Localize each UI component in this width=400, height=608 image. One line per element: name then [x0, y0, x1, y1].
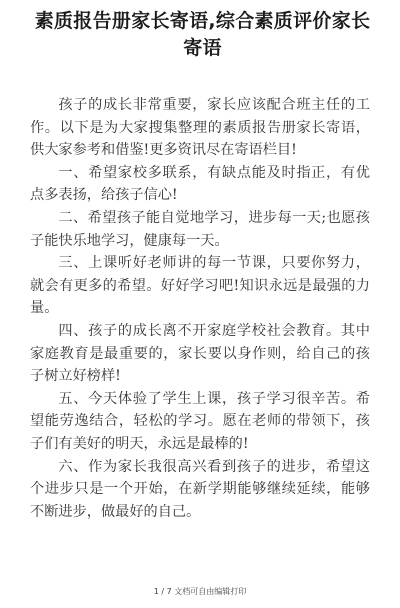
paragraph-1: 一、希望家校多联系，有缺点能及时指正，有优点多表扬，给孩子信心!: [30, 164, 370, 204]
paragraph-3: 三、上课听好老师讲的每一节课，只要你努力，就会有更多的希望。好好学习吧!知识永远是最强的力量。: [30, 255, 370, 317]
page-footer: 1 / 7 文档可自由编辑打印: [153, 587, 247, 596]
paragraph-2: 二、希望孩子能自觉地学习，进步每一天;也愿孩子能快乐地学习，健康每一天。: [30, 209, 370, 249]
document-title: 素质报告册家长寄语,综合素质评价家长寄语: [34, 10, 371, 59]
paragraph-intro: 孩子的成长非常重要，家长应该配合班主任的工作。以下是为大家搜集整理的素质报告册家长寄语，供大家参考和借鉴!更多资讯尽在寄语栏目!: [30, 97, 370, 159]
document-body: [30, 94, 370, 523]
paragraph-6: 六、作为家长我很高兴看到孩子的进步，希望这个进步只是一个开始，在新学期能够继续延续，能够不断进步，做最好的自己。: [30, 458, 370, 520]
paragraph-5: 五、今天体验了学生上课，孩子学习很辛苦。希望能劳逸结合，轻松的学习。愿在老师的带领下，孩子们有美好的明天，永远是最棒的!: [30, 390, 370, 452]
paragraph-4: 四、孩子的成长离不开家庭学校社会教育。其中家庭教育是最重要的，家长要以身作则，给自己的孩子树立好榜样!: [30, 322, 370, 385]
